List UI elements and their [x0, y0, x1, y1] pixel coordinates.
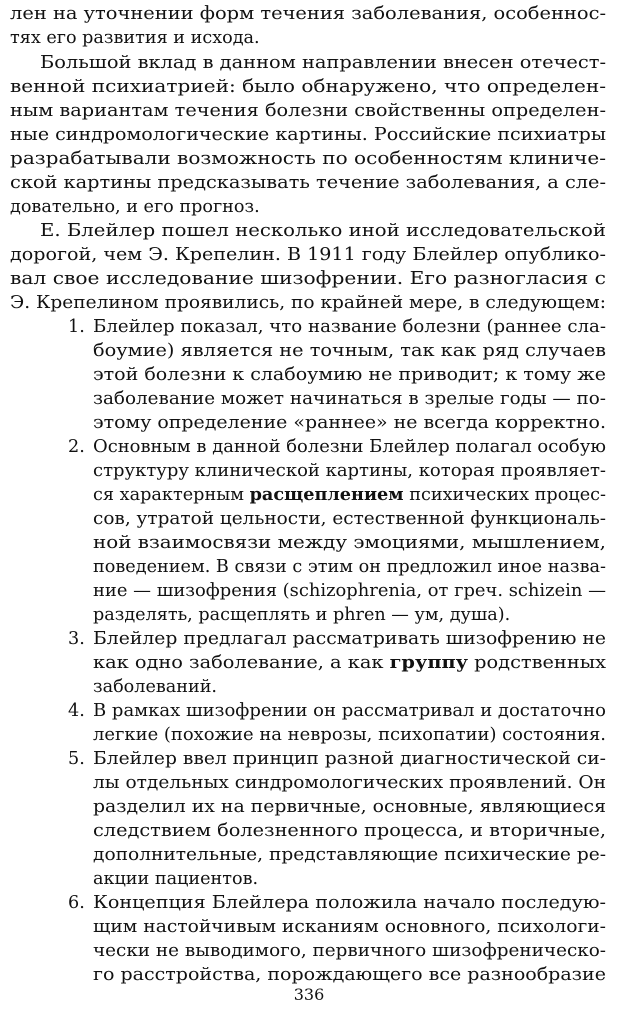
text-line: вал свое исследование шизофрении. Его разногласия с — [10, 269, 606, 289]
list-item-number: 2. — [68, 437, 85, 457]
text-line: Концепция Блейлера положила начало последую- — [93, 893, 606, 913]
text-line: Большой вклад в данном направлении внесен отечест- — [40, 53, 606, 73]
text-line: структуру клинической картины, которая проявляет- — [93, 461, 606, 481]
text-line: акции пациентов. — [93, 869, 259, 889]
text-line: боумие) является не точным, так как ряд случаев — [93, 341, 606, 361]
text-line: Блейлер показал, что название болезни (раннее сла- — [93, 317, 606, 337]
text-line: Е. Блейлер пошел несколько иной исследовательской — [40, 221, 606, 241]
text-line: Э. Крепелином проявились, по крайней мере, в следующем: — [10, 293, 607, 313]
text-line: довательно, и его прогноз. — [10, 197, 260, 217]
text-line: лы отдельных синдромологических проявлений. Он — [93, 773, 606, 793]
text-line: ние — шизофрения (schizophrenia, от греч. schizein — — [93, 581, 606, 601]
text-line: разделил их на первичные, основные, являющиеся — [93, 797, 606, 817]
text-line: дополнительные, представляющие психические ре- — [93, 845, 606, 865]
page-number: 336 — [293, 985, 325, 1004]
text-line: заболевание может начинаться в зрелые годы — по- — [93, 389, 606, 409]
emphasized-term: расщеплением — [249, 484, 404, 505]
text-line: этому определение «раннее» не всегда корректно. — [93, 413, 606, 433]
text-line — [93, 651, 606, 675]
text-line: заболеваний. — [93, 677, 218, 697]
text-line: щим настойчивым исканиям основного, психологи- — [93, 917, 606, 937]
text-line: ной взаимосвязи между эмоциями, мышлением, — [93, 533, 606, 553]
text-line: дорогой, чем Э. Крепелин. В 1911 году Блейлер опублико- — [10, 245, 606, 265]
text-run: ся характерным — [93, 485, 250, 505]
list-item-number: 3. — [68, 629, 85, 649]
text-line: лен на уточнении форм течения заболевания, особеннос- — [10, 4, 606, 24]
text-line: поведением. В связи с этим он предложил иное назва- — [93, 557, 606, 577]
text-line: ской картины предсказывать течение заболевания, а сле- — [10, 173, 606, 193]
text-run: родственных — [468, 653, 606, 673]
text-line: тях его развития и исхода. — [10, 28, 260, 48]
text-line: сов, утратой цельности, естественной функциональ- — [93, 509, 606, 529]
text-line: ные синдромологические картины. Российские психиатры — [10, 125, 606, 145]
list-item-number: 4. — [68, 701, 85, 721]
text-line: венной психиатрией: было обнаружено, что определен- — [10, 77, 606, 97]
emphasized-term: группу — [389, 652, 469, 673]
text-line: чески не выводимого, первичного шизофреническо- — [93, 941, 606, 961]
text-line — [93, 483, 606, 507]
text-line: В рамках шизофрении он рассматривал и достаточно — [93, 701, 606, 721]
list-item-number: 5. — [68, 749, 85, 769]
text-line: этой болезни к слабоумию не приводит; к тому же — [93, 365, 606, 385]
text-line: разделять, расщеплять и phren — ум, душа). — [93, 605, 511, 625]
list-item-number: 1. — [68, 317, 85, 337]
text-line: Блейлер предлагал рассматривать шизофрению не — [93, 629, 606, 649]
text-line: го расстройства, порождающего все разнообразие — [93, 965, 606, 985]
text-line: Блейлер ввел принцип разной диагностической си- — [93, 749, 606, 769]
text-run: психических процес- — [403, 485, 606, 505]
text-line: ным вариантам течения болезни свойственны определен- — [10, 101, 606, 121]
list-item-number: 6. — [68, 893, 85, 913]
text-run: как одно заболевание, а как — [93, 653, 390, 673]
text-line: следствием болезненного процесса, и вторичные, — [93, 821, 606, 841]
text-line: Основным в данной болезни Блейлер полагал особую — [93, 437, 606, 457]
text-line: разрабатывали возможность по особенностям клиниче- — [10, 149, 606, 169]
text-line: легкие (похожие на неврозы, психопатии) состояния. — [93, 725, 606, 745]
